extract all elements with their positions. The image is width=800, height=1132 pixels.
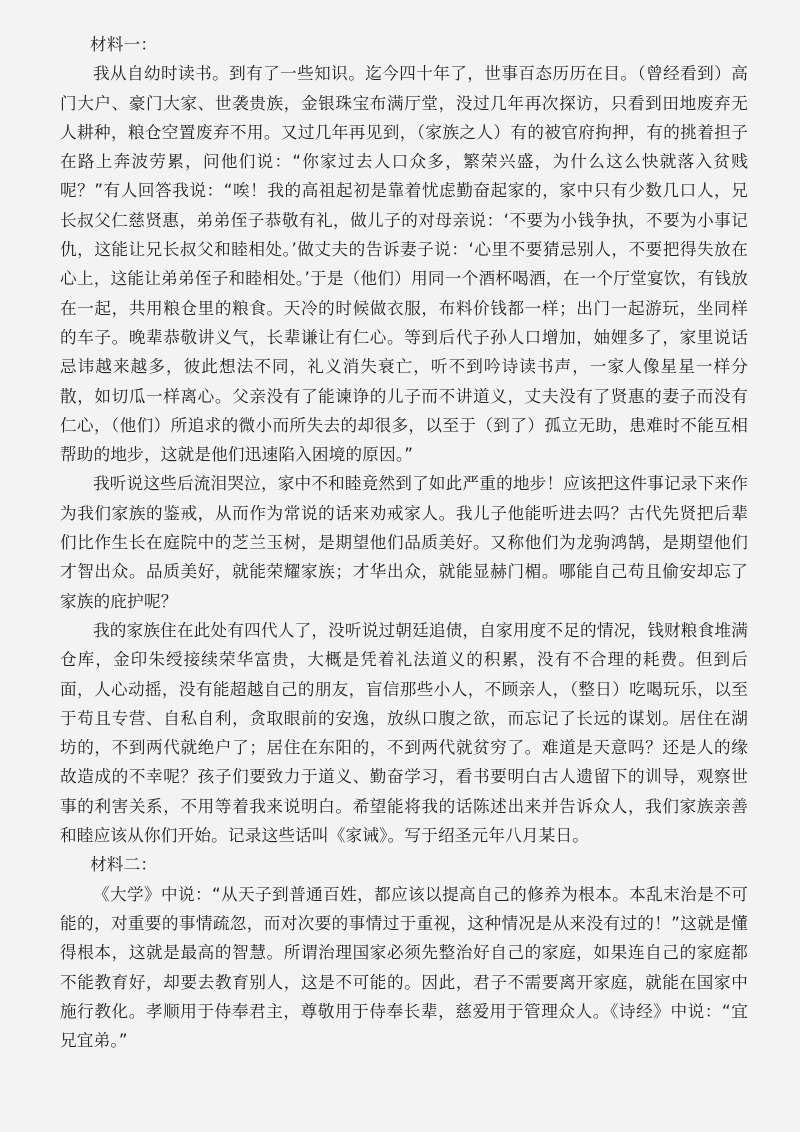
- document-body: [60, 30, 748, 1055]
- material1-paragraph-3: 我的家族住在此处有四代人了，没听说过朝廷追债，自家用度不足的情况，钱财粮食堆满仓库，金印朱绶接续荣华富贵，大概是凭着礼法道义的积累，没有不合理的耗费。但到后面，人心动摇，没有能超越自己的朋友，盲信那些小人，不顾亲人，（整日）吃喝玩乐，以至于苟且专营、自私自利，贪取眼前的安逸，放纵口腹之欲，而忘记了长远的谋划。居住在湖坊的，不到两代就绝户了；居住在东阳的，不到两代就贫穷了。难道是天意吗？还是人的缘故造成的不幸呢？孩子们要致力于道义、勤奋学习，看书要明白古人遗留下的训导，观察世事的利害关系，不用等着我来说明白。希望能将我的话陈述出来并告诉众人，我们家族亲善和睦应该从你们开始。记录这些话叫《家诫》。写于绍圣元年八月某日。: [60, 620, 748, 846]
- material2-heading: 材料二：: [90, 855, 158, 875]
- material1-paragraph-1: 我从自幼时读书。到有了一些知识。迄今四十年了，世事百态历历在目。（曾经看到）高门大户、豪门大家、世袭贵族，金银珠宝布满厅堂，没过几年再次探访，只看到田地废弃无人耕种，粮仓空置废弃不用。又过几年再见到，（家族之人）有的被官府拘押，有的挑着担子在路上奔波劳累，问他们说：“你家过去人口众多，繁荣兴盛，为什么这么快就落入贫贱呢？”有人回答我说：“唉！我的高祖起初是靠着忧虑勤奋起家的，家中只有少数几口人，兄长叔父仁慈贤惠，弟弟侄子恭敬有礼，做儿子的对母亲说：‘不要为小钱争执，不要为小事记仇，这能让兄长叔父和睦相处。’做丈夫的告诉妻子说：‘心里不要猜忌别人，不要把得失放在心上，这能让弟弟侄子和睦相处。’于是（他们）用同一个酒杯喝酒，在一个厅堂宴饮，有钱放在一起，共用粮仓里的粮食。天冷的时候做衣服，布料价钱都一样；出门一起游玩，坐同样的车子。晚辈恭敬讲义气，长辈谦让有仁心。等到后代子孙人口增加，妯娌多了，家里说话忌讳越来越多，彼此想法不同，礼义消失衰亡，听不到吟诗读书声，一家人像星星一样分散，如切瓜一样离心。父亲没有了能谏诤的儿子而不讲道义，丈夫没有了贤惠的妻子而没有仁心，（他们）所追求的微小而所失去的却很多，以至于（到了）孤立无助，患难时不能互相帮助的地步，这就是他们迅速陷入困境的原因。”: [60, 64, 748, 465]
- material2-paragraph-1: 《大学》中说：“从天子到普通百姓，都应该以提高自己的修养为根本。本乱末治是不可能的，对重要的事情疏忽，而对次要的事情过于重视，这种情况是从来没有过的！”这就是懂得根本，这就是最高的智慧。所谓治理国家必须先整治好自己的家庭，如果连自己的家庭都不能教育好，却要去教育别人，这是不可能的。因此，君子不需要离开家庭，就能在国家中施行教化。孝顺用于侍奉君主，尊敬用于侍奉长辈，慈爱用于管理众人。《诗经》中说：“宜兄宜弟。”: [60, 884, 748, 1051]
- material1-heading: 材料一：: [90, 35, 158, 54]
- material1-paragraph-2: 我听说这些后流泪哭泣，家中不和睦竟然到了如此严重的地步！应该把这件事记录下来作为我们家族的鉴戒，从而作为常说的话来劝戒家人。我儿子他能听进去吗？古代先贤把后辈们比作生长在庭院中的芝兰玉树，是期望他们品质美好。又称他们为龙驹鸿鹄，是期望他们才智出众。品质美好，就能荣耀家族；才华出众，就能显赫门楣。哪能自己苟且偷安却忘了家族的庇护呢？: [60, 474, 748, 611]
